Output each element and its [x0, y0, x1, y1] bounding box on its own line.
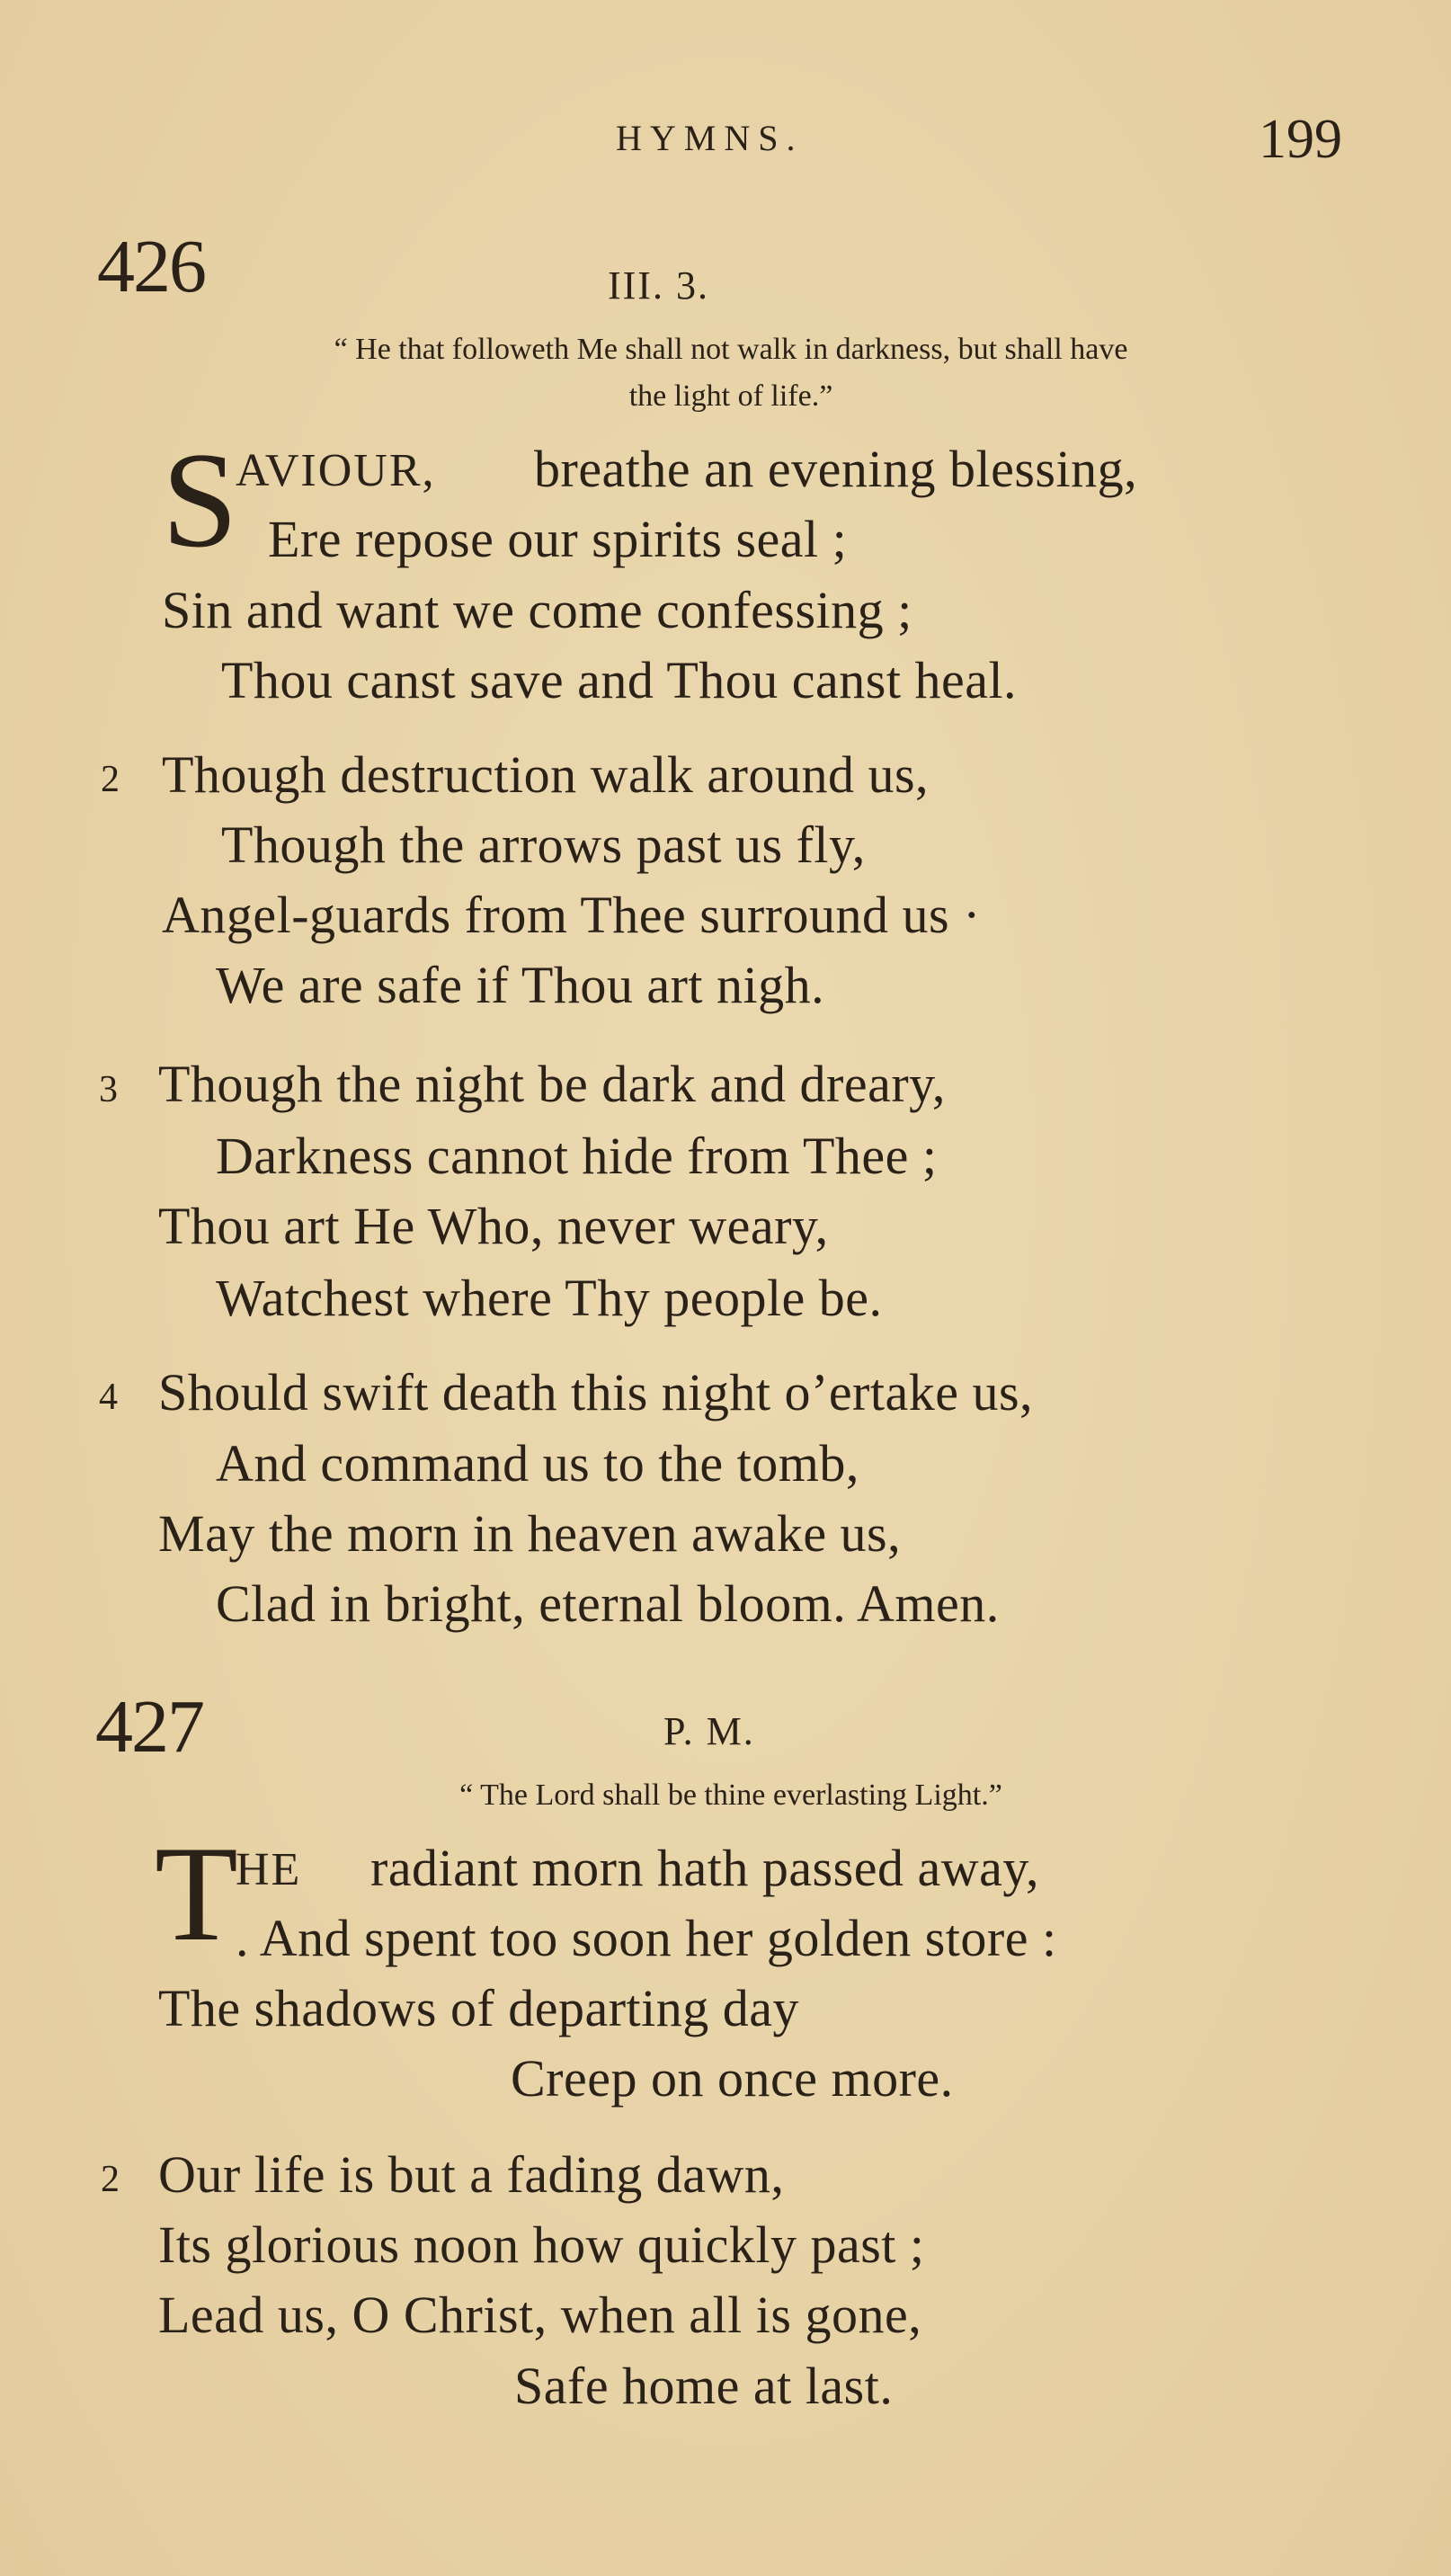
first-line-caps: HE	[236, 1844, 302, 1895]
hymn-epigraph-line: “ He that followeth Me shall not walk in darkness, but shall have	[334, 333, 1128, 366]
hymn-line: Should swift death this night o’ertake us,	[158, 1363, 1034, 1422]
hymn-line: Thou canst save and Thou canst heal.	[221, 651, 1018, 709]
page-number: 199	[1259, 109, 1342, 170]
drop-cap: T	[155, 1818, 238, 1969]
hymn-line: Sin and want we come confessing ;	[162, 581, 912, 639]
hymn-line: Angel-guards from Thee surround us ·	[162, 886, 981, 944]
hymn-line: Our life is but a fading dawn,	[158, 2145, 785, 2204]
hymn-meter: III. 3.	[608, 263, 709, 308]
hymn-number: 427	[95, 1685, 203, 1769]
drop-cap: S	[162, 424, 238, 575]
hymn-line: Its glorious noon how quickly past ;	[158, 2215, 925, 2274]
hymn-line: Safe home at last.	[514, 2357, 894, 2415]
hymn-line: Creep on once more.	[511, 2049, 954, 2108]
hymn-line: The shadows of departing day	[158, 1979, 800, 2037]
hymn-line: And command us to the tomb,	[216, 1434, 859, 1493]
hymn-epigraph-line: “ The Lord shall be thine everlasting Light.”	[459, 1778, 1002, 1812]
hymn-line: Darkness cannot hide from Thee ;	[216, 1127, 938, 1185]
verse-number: 2	[101, 759, 120, 800]
hymn-line: Clad in bright, eternal bloom. Amen.	[216, 1574, 1000, 1633]
hymn-line: Lead us, O Christ, when all is gone,	[158, 2286, 922, 2344]
hymn-line: radiant morn hath passed away,	[370, 1839, 1040, 1897]
hymn-epigraph-line: the light of life.”	[628, 379, 833, 413]
verse-number: 2	[101, 2159, 120, 2200]
hymn-line: Though destruction walk around us,	[162, 745, 930, 804]
hymn-line: Though the night be dark and dreary,	[158, 1055, 946, 1113]
hymn-line: Watchest where Thy people be.	[216, 1269, 883, 1327]
hymn-number: 426	[97, 225, 205, 308]
hymn-line: May the morn in heaven awake us,	[158, 1504, 902, 1563]
hymn-line: Ere repose our spirits seal ;	[268, 510, 848, 568]
verse-number: 3	[99, 1069, 118, 1110]
hymn-line: Thou art He Who, never weary,	[158, 1197, 829, 1255]
first-line-caps: AVIOUR,	[236, 445, 436, 496]
hymn-line: breathe an evening blessing,	[534, 440, 1138, 498]
running-head: HYMNS.	[616, 118, 804, 158]
verse-number: 4	[99, 1377, 118, 1418]
hymn-line: We are safe if Thou art nigh.	[216, 956, 825, 1014]
hymn-line: . And spent too soon her golden store :	[236, 1909, 1057, 1967]
hymn-line: Though the arrows past us fly,	[221, 816, 866, 874]
hymn-meter: P. M.	[663, 1709, 755, 1753]
